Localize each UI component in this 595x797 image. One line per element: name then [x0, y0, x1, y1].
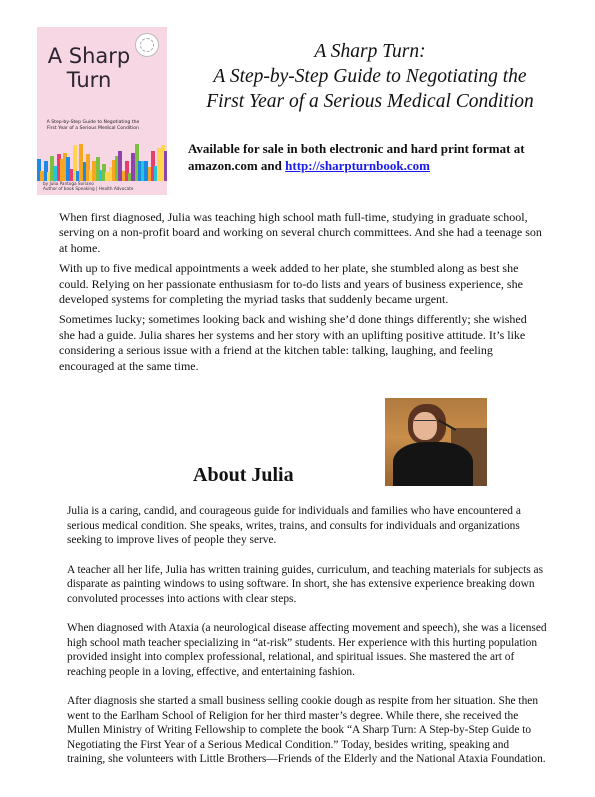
about-paragraph-3: When diagnosed with Ataxia (a neurological disease affecting movement and speech), she was a licensed high school math teacher specializing in “at-risk” students. Her experience with this hurting population provided insight into complex professional, relational, and spiritual issues. She mastered the art of reaching people in a loving, effective, and entertaining fashion. [67, 622, 547, 678]
book-title-line-1: A Sharp Turn: [314, 41, 426, 62]
cover-stripe [164, 151, 167, 181]
intro-section [59, 210, 544, 379]
availability-text: Available for sale in both electronic and hard print format at amazon.com and [188, 141, 525, 173]
book-title-line-2: A Step-by-Step Guide to Negotiating the [213, 66, 527, 87]
cover-subtitle: A Step-by-Step Guide to Negotiating the First Year of a Serious Medical Condition [46, 120, 140, 131]
about-paragraph-4: After diagnosis she started a small business selling cookie dough as respite from her situation. She then went to the Earlham School of Religion for her third master’s degree. While there, she received the Mullen Ministry of Writing Fellowship to complete the book “A Sharp Turn: A Step-by-Step Guide to Negotiating the First Year of a Serious Medical Condition.” Today, besides writing, speaking and training, she volunteers with Little Brothers—Friends of the Elderly and the National Ataxia Foundation. [67, 695, 546, 765]
availability-notice [188, 140, 568, 174]
cover-author [43, 181, 153, 191]
about-paragraph-2: A teacher all her life, Julia has written training guides, curriculum, and teaching materials for subjects as disparate as painting windows to using software. In short, she has extensive experience breaking down convoluted processes into actions with clear steps. [67, 563, 544, 605]
cover-color-stripes [37, 143, 167, 181]
about-section [67, 504, 547, 782]
book-cover-image [37, 27, 167, 195]
cover-author-sub: Author of book Speaking | Health Advocate [43, 186, 134, 191]
about-heading: About Julia [193, 464, 294, 486]
intro-paragraph-3: Sometimes lucky; sometimes looking back and wishing she’d done things differently; she wished she had a guide. Julia shares her systems and her story with an uplifting positive attitude. It’s like considering a serious issue with a friend at the kitchen table: talking, laughing, and feeling encouraged at the same time. [59, 312, 527, 373]
website-link[interactable]: http://sharpturnbook.com [285, 158, 430, 173]
book-title [170, 39, 570, 114]
cover-author-name: by Julia Pantoga Soriano [43, 181, 94, 186]
author-photo [385, 398, 487, 486]
about-paragraph-1: Julia is a caring, candid, and courageous guide for individuals and families who have encountered a serious medical condition. She speaks, writes, trains, and consults for individuals and organizations seeking to improve lives of people they serve. [67, 505, 521, 546]
intro-paragraph-1: When first diagnosed, Julia was teaching high school math full-time, studying in graduate school, serving on a non-profit board and working on several church committees. And she had a teenage son at home. [59, 210, 542, 255]
book-title-line-3: First Year of a Serious Medical Condition [206, 91, 534, 112]
cover-title: A Sharp Turn [47, 44, 131, 92]
intro-paragraph-2: With up to five medical appointments a week added to her plate, she stumbled along as best she could. Relying on her passionate enthusiasm for to-do lists and years of business experience, she developed systems for completing the myriad tasks that suddenly became urgent. [59, 261, 523, 307]
